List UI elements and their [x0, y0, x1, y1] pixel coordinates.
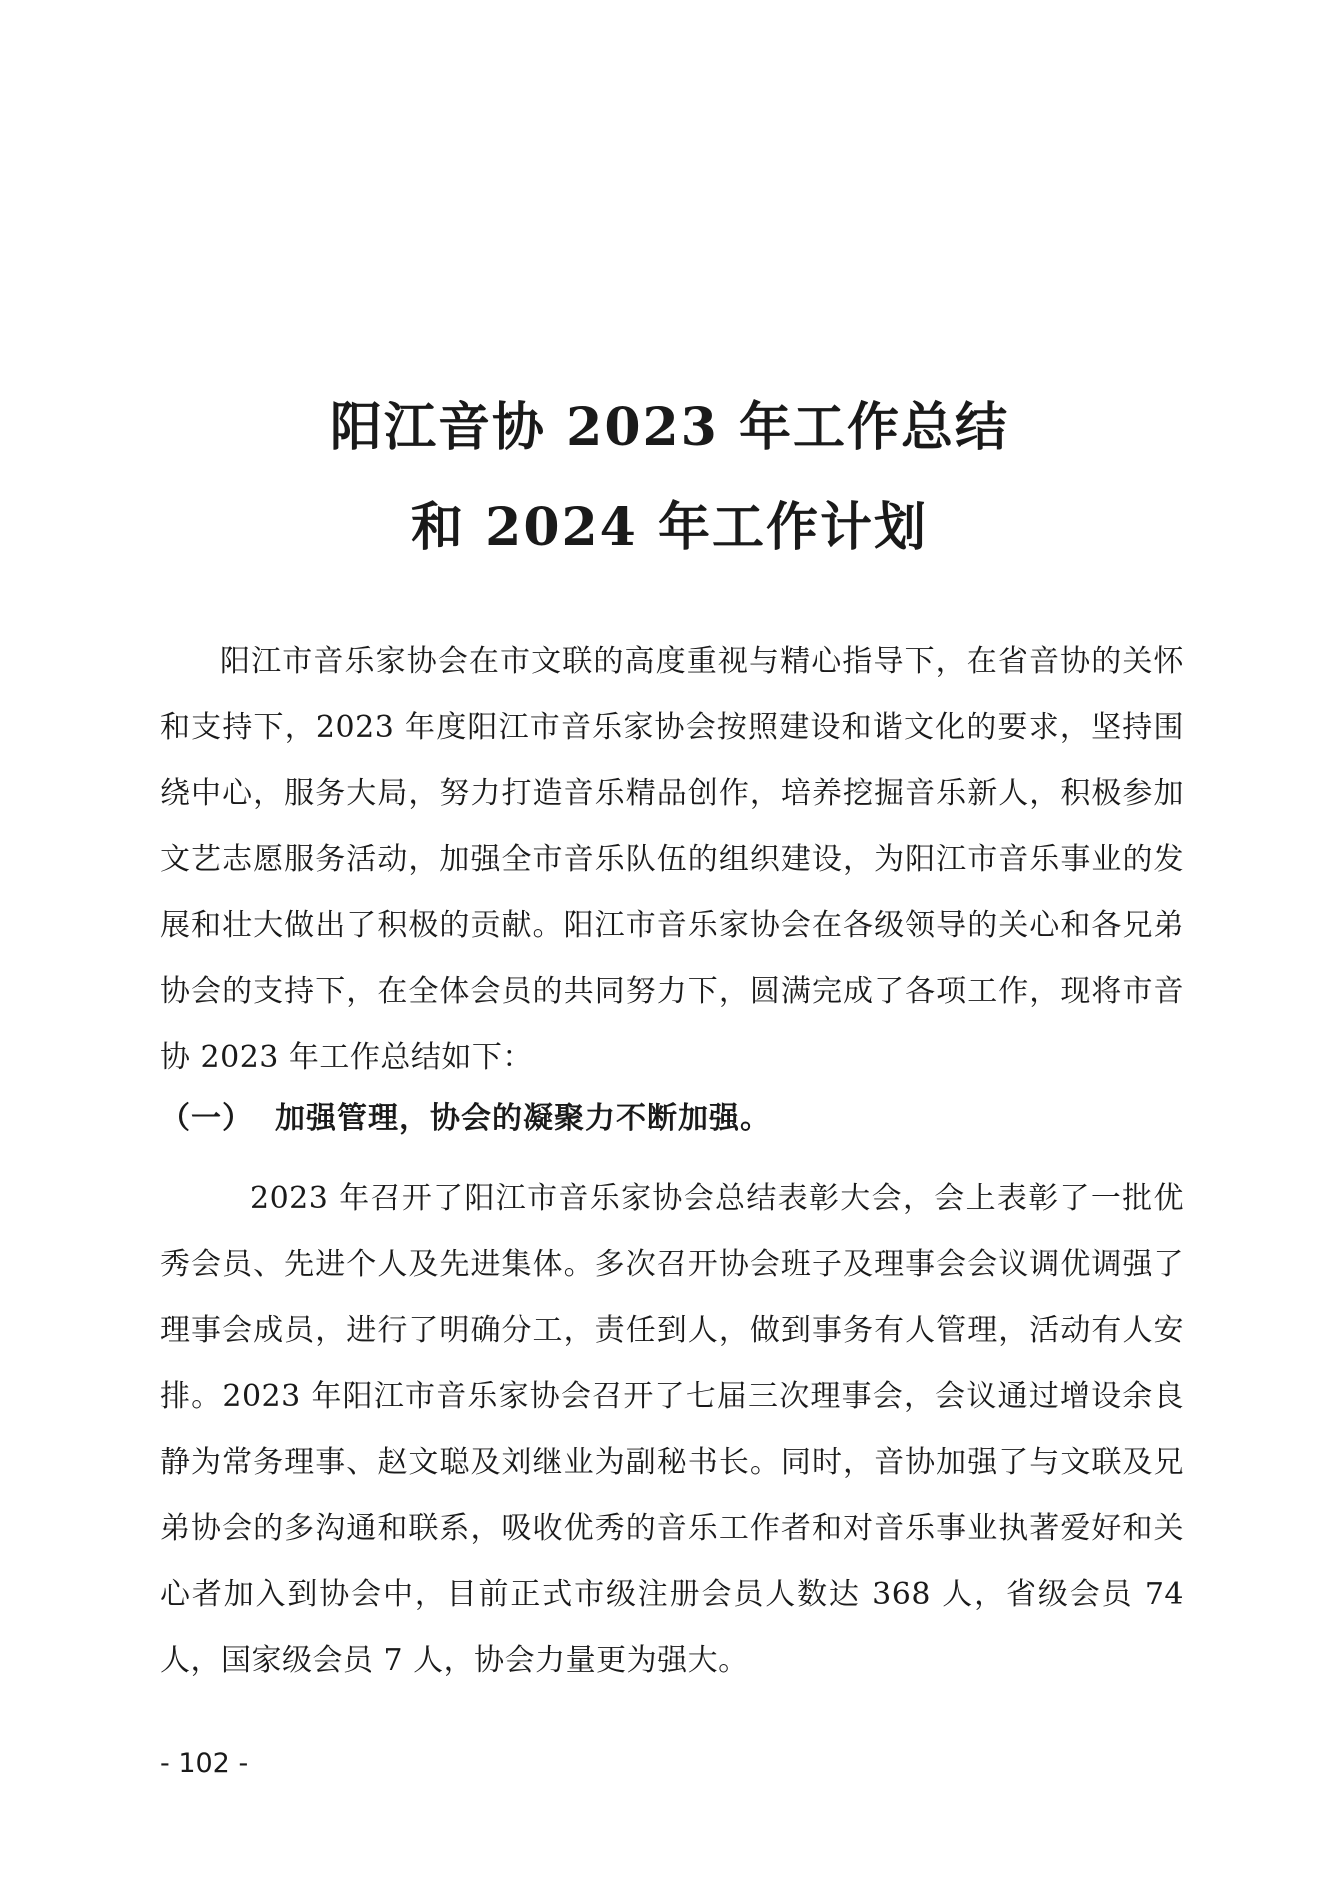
- section-number: （一）: [160, 1101, 253, 1136]
- document-title-line-1: 阳江音协 2023 年工作总结: [330, 397, 1009, 458]
- section-heading-text: 加强管理，协会的凝聚力不断加强。: [275, 1101, 771, 1136]
- document-title-line-2: 和 2024 年工作计划: [411, 497, 928, 558]
- section-paragraph: 2023 年召开了阳江市音乐家协会总结表彰大会，会上表彰了一批优秀会员、先进个人及先进集体。多次召开协会班子及理事会会议调优调强了理事会成员，进行了明确分工，责任到人，做到事务有人管理，活动有人安排。2023 年阳江市音乐家协会召开了七届三次理事会，会议通过增设余良静为常务理事、赵文聪及刘继业为副秘书长。同时，音协加强了与文联及兄弟协会的多沟通和联系，吸收优秀的音乐工作者和对音乐事业执著爱好和关心者加入到协会中，目前正式市级注册会员人数达 368 人，省级会员 74 人，国家级会员 7 人，协会力量更为强大。: [160, 1181, 1184, 1678]
- section-heading: [160, 1086, 1184, 1152]
- intro-paragraph: 阳江市音乐家协会在市文联的高度重视与精心指导下，在省音协的关怀和支持下，2023 年度阳江市音乐家协会按照建设和谐文化的要求，坚持围绕中心，服务大局，努力打造音乐精品创作，培养挖掘音乐新人，积极参加文艺志愿服务活动，加强全市音乐队伍的组织建设，为阳江市音乐事业的发展和壮大做出了积极的贡献。阳江市音乐家协会在各级领导的关心和各兄弟协会的支持下，在全体会员的共同努力下，圆满完成了各项工作，现将市音协 2023 年工作总结如下：: [160, 644, 1184, 1075]
- page-number: - 102 -: [160, 1748, 249, 1779]
